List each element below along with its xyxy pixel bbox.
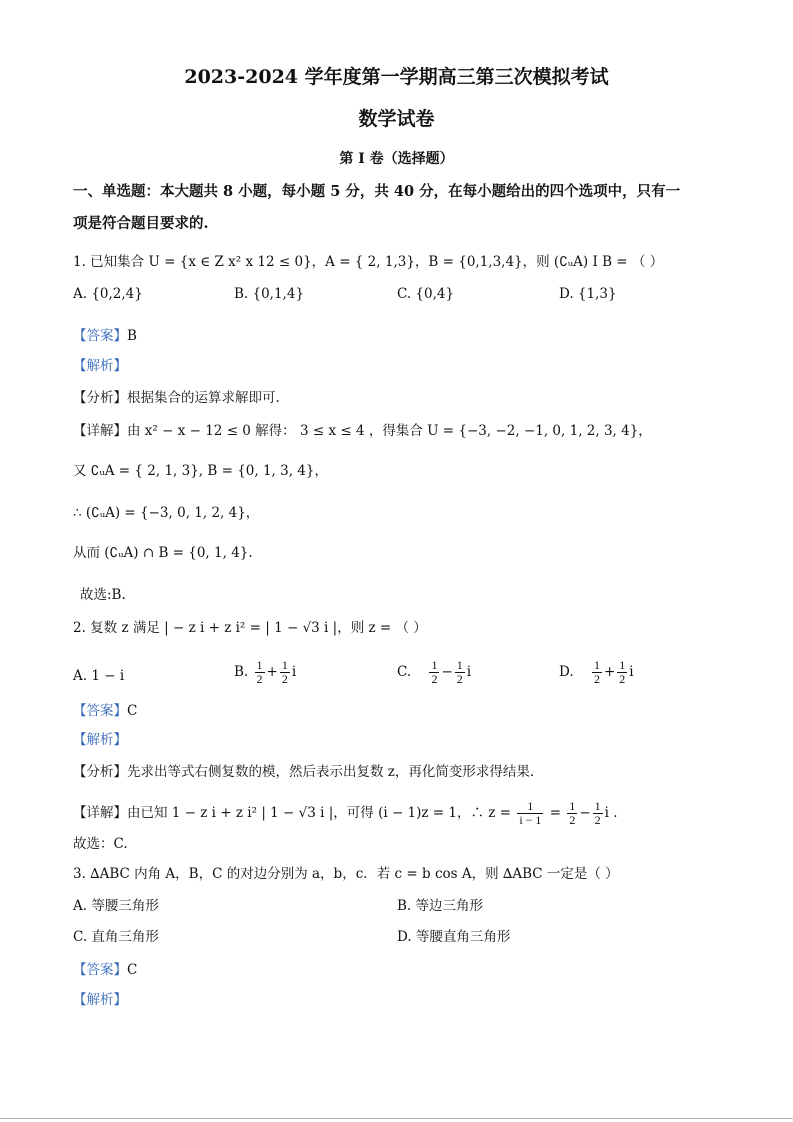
q3-stem: 3. ∆ABC 内角 A，B，C 的对边分别为 a，b，c．若 c = b cos A，则 ∆ABC 一定是（ ） [73,866,619,882]
fraction: $\frac{1}{2}$ [619,658,626,686]
q1-step2: 又 ∁ᵤA = { 2, 1, 3}, B = {0, 1, 3, 4}， [73,463,328,479]
q2-answer [73,701,137,721]
fenxi-tag: 【分析】 [73,390,127,406]
q1-stem: 1. 已知集合 U = {x ∈ Z x² x 12 ≤ 0}，A = { 2, 1,3}，B = {0,1,3,4}，则 (∁ᵤA) I B = （ ） [73,254,664,270]
q1-answer-value: B [127,328,137,344]
q2-option-d: D. $\frac{1}{2}$ + $\frac{1}{2}$ i [559,658,634,686]
q2-option-b: B. $\frac{1}{2}$ + $\frac{1}{2}$ i [234,658,297,686]
q1-step4: 从而 (∁ᵤA) ∩ B = {0, 1, 4}. [73,545,253,561]
fraction: $\frac{1}{2}$ [281,658,288,686]
exam-title: 2023-2024 学年度第一学期高三第三次模拟考试 [184,66,609,88]
q1-step3: ∴ (∁ᵤA) = {−3, 0, 1, 2, 4}， [73,505,260,521]
answer-tag: 【答案】 [73,703,127,719]
q2-option-a: A. 1 − i [73,668,125,684]
xiangjie-tag: 【详解】 [73,805,127,821]
xiangjie-tag: 【详解】 [73,423,127,439]
q3-option-a: A. 等腰三角形 [73,898,159,914]
q2-analysis-tag: 【解析】 [73,732,127,748]
q1-option-d: D. {1,3} [559,286,617,302]
q1-fenxi-text: 根据集合的运算求解即可. [127,390,280,406]
q2-stem: 2. 复数 z 满足 | − z i + z i² = | 1 − √3 i |，则 z = （ ） [73,620,427,636]
fraction: $\frac{1}{2}$ [594,799,601,827]
q2-fenxi-text: 先求出等式右侧复数的模，然后表示出复数 z，再化简变形求得结果. [127,764,535,780]
exam-part: 第 I 卷（选择题） [339,151,454,167]
section-heading-line1: 一、单选题：本大题共 8 小题，每小题 5 分，共 40 分，在每小题给出的四个选项中，只有一 [73,183,681,200]
fenxi-tag: 【分析】 [73,764,127,780]
page-bottom-divider [0,1118,793,1119]
q3-option-c: C. 直角三角形 [73,929,159,945]
q3-option-b: B. 等边三角形 [397,898,484,914]
fraction: $\frac{1}{i - 1}$ [519,799,542,827]
q1-xiangjie-text: 由 x² − x − 12 ≤ 0 解得： 3 ≤ x ≤ 4 ，得集合 U = {−3, −2, −1, 0, 1, 2, 3, 4}， [127,423,652,439]
q1-answer [73,326,137,346]
q1-conclusion: 故选:B. [80,587,126,603]
fraction: $\frac{1}{2}$ [456,658,463,686]
fraction: $\frac{1}{2}$ [431,658,438,686]
answer-tag: 【答案】 [73,962,127,978]
q1-analysis-tag: 【解析】 [73,358,127,374]
q2-conclusion: 故选：C. [73,836,128,852]
answer-tag: 【答案】 [73,328,127,344]
q2-xiangjie-text: 由已知 1 − z i + z i² | 1 − √3 i |，可得 (i − 1)z = 1，∴ z = [127,805,512,821]
q2-option-c: C. $\frac{1}{2}$ − $\frac{1}{2}$ i [397,658,472,686]
exam-subject: 数学试卷 [358,108,435,130]
q2-fenxi [73,762,534,782]
q3-analysis-tag: 【解析】 [73,992,127,1008]
q1-option-a: A. {0,2,4} [73,286,143,302]
section-heading-line2: 项是符合题目要求的. [73,215,209,232]
fraction: $\frac{1}{2}$ [593,658,600,686]
q1-xiangjie [73,421,652,441]
q3-answer-value: C [127,962,138,978]
fraction: $\frac{1}{2}$ [256,658,263,686]
q2-xiangjie: 【详解】由已知 1 − z i + z i² | 1 − √3 i |，可得 (i − 1)z = 1，∴ z = $\frac{1}{i - 1}$ = $\frac{1}{2}$ − $\frac{1}{2}$ i . [73,799,618,827]
q1-fenxi [73,388,280,408]
q1-option-c: C. {0,4} [397,286,455,302]
q2-answer-value: C [127,703,138,719]
q1-option-b: B. {0,1,4} [234,286,305,302]
q3-option-d: D. 等腰直角三角形 [397,929,511,945]
q3-answer [73,960,137,980]
fraction: $\frac{1}{2}$ [569,799,576,827]
